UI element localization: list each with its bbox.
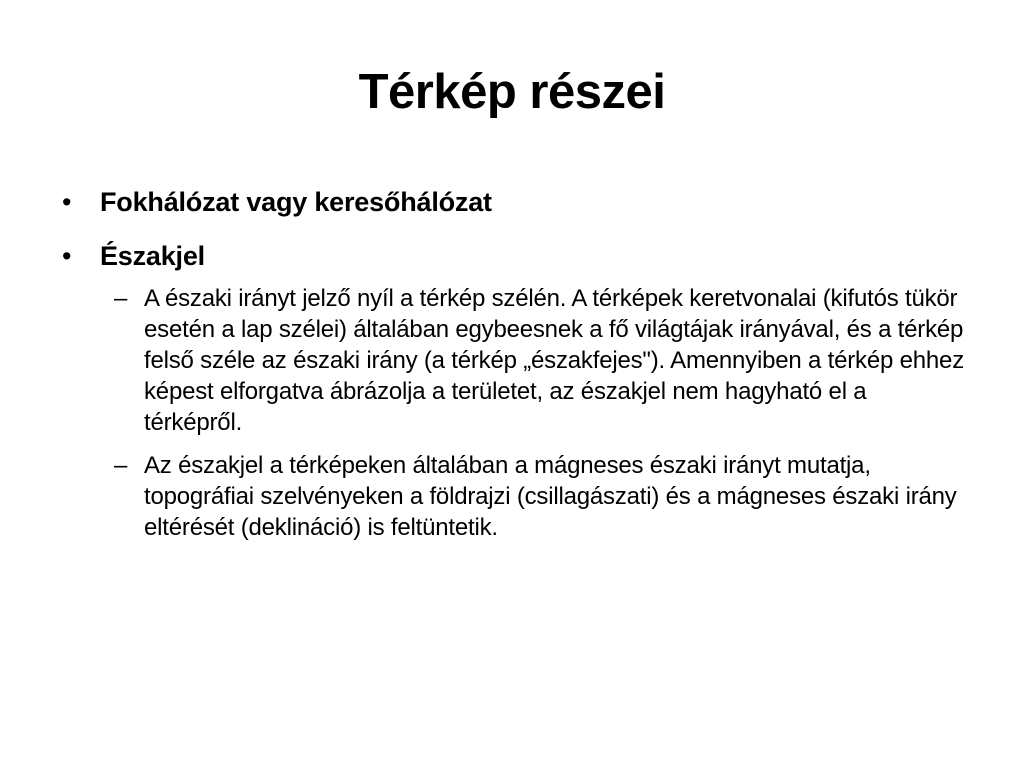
dash-marker: – xyxy=(114,285,128,312)
bullet-marker: • xyxy=(62,187,72,217)
slide-content xyxy=(62,184,965,555)
slide-title: Térkép részei xyxy=(358,65,666,119)
sub-bullet-text: Az északjel a térképeken általában a mágneses északi irányt mutatja, topográfiai szelvényeken a földrajzi (csillagászati) és a mágneses északi irány eltérését (deklináció) is feltüntetik. xyxy=(144,452,957,541)
bullet-item-fokhalozat xyxy=(62,184,962,220)
sub-bullet-item-1 xyxy=(62,283,964,438)
bullet-item-eszakjel xyxy=(62,238,962,274)
sub-bullet-list xyxy=(62,283,965,543)
sub-bullet-text: A északi irányt jelző nyíl a térkép szélén. A térképek keretvonalai (kifutós tükör esetén a lap szélei) általában egybeesnek a fő világtájak irányával, és a térkép felső széle az északi irány (a térkép „északfejes"). Amennyiben a térkép ehhez képest elforgatva ábrázolja a területet, az északjel nem hagyható el a térképről. xyxy=(144,285,965,436)
bullet-marker: • xyxy=(62,241,72,271)
dash-marker: – xyxy=(114,452,128,479)
sub-bullet-item-2 xyxy=(62,450,964,543)
bullet-text: Északjel xyxy=(100,241,205,271)
bullet-text: Fokhálózat vagy keresőhálózat xyxy=(100,187,492,217)
